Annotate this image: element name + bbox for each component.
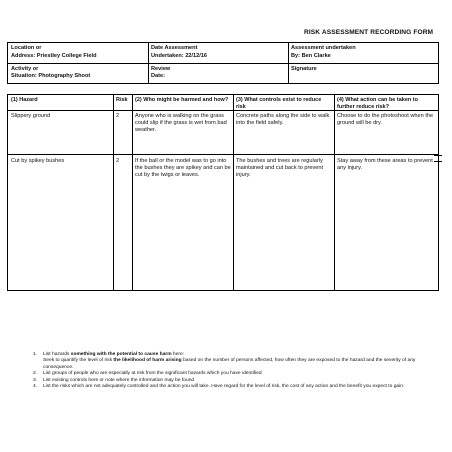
note-text: List existing controls here or note where the information may be found	[43, 377, 195, 383]
row-divider	[8, 154, 438, 155]
location-label: Location or	[11, 45, 42, 51]
undertaken-date-field: Undertaken: 22/12/16	[151, 52, 207, 59]
who-cell: Anyone who is walking on the grass could slip if the grass is wet from bad weather.	[135, 113, 227, 134]
note-text: List the risks which are not adequately controlled and the action you will take. Have regard for the level of risk, the cost of any action and the benefit you expect to gain.	[43, 384, 405, 390]
assessor-field: By: Ben Clarke	[291, 52, 331, 59]
controls-cell: Concrete paths along the side to walk into the field safely.	[236, 113, 330, 127]
column-divider	[233, 95, 234, 290]
address-field: Address: Priestley College Field	[11, 52, 97, 59]
signature-field: Signature	[291, 65, 317, 72]
note-number: 3.	[33, 377, 38, 383]
note-item	[33, 384, 433, 390]
date-assessment-label: Date Assessment	[151, 45, 198, 51]
review-label: Review	[151, 65, 171, 72]
action-cell: Choose to do the photoshoot when the ground will be dry.	[337, 113, 434, 127]
note-number: 2.	[33, 371, 38, 377]
situation-field: Situation: Photography Shoot	[11, 73, 91, 79]
column-header-risk: Risk	[116, 97, 128, 103]
action-cell: Stay away from these areas to prevent any injury.	[337, 158, 433, 172]
hazard-cell: Cut by spikey bushes	[11, 158, 65, 164]
form-title: RISK ASSESSMENT RECORDING FORM	[304, 29, 434, 36]
assessment-undertaken-label: Assessment undertaken	[291, 45, 356, 51]
column-header-who: (2) Who might be harmed and how?	[135, 97, 229, 103]
note-emphasis: the likelihood of harm arising	[113, 358, 182, 364]
column-header-controls: (3) What controls exist to reduce risk	[236, 97, 322, 110]
margin-mark	[434, 155, 442, 162]
activity-label: Activity or	[11, 65, 39, 72]
note-number: 1.	[33, 352, 38, 357]
risk-cell: 2	[116, 113, 120, 119]
note-emphasis: something with the potential to cause harm	[70, 352, 172, 357]
note-item	[33, 352, 433, 371]
column-header-action: (4) What action can be taken to further reduce risk?	[337, 97, 418, 110]
guidance-notes	[33, 352, 433, 390]
risk-cell: 2	[116, 158, 120, 164]
column-divider	[334, 95, 335, 290]
risk-table	[7, 94, 439, 291]
note-text: Seek to quantify the level of risk	[43, 358, 114, 364]
who-cell: If the ball or the model was to go into the bushes they are spikey and can be cut by the twigs or leaves.	[135, 158, 231, 179]
divider	[8, 63, 438, 64]
column-divider	[113, 95, 114, 290]
column-header-hazard: (1) Hazard	[11, 97, 38, 103]
note-text: List groups of people who are especially at risk from the significant hazards which you have identified	[43, 371, 262, 377]
note-subtext	[43, 358, 433, 371]
column-divider	[132, 95, 133, 290]
review-date-field: Date:	[151, 73, 165, 79]
controls-cell: The bushes and trees are regularly maintained and cut back to prevent injury.	[236, 158, 324, 179]
note-number: 4.	[33, 384, 38, 390]
hazard-cell: Slippery ground	[11, 113, 51, 119]
note-text: based on the number of persons affected, how often they are exposed to the hazard and the severity of any consequence.	[43, 358, 416, 370]
note-text: here:	[171, 352, 185, 357]
note-text: List hazards	[43, 352, 71, 357]
assessment-header	[7, 42, 439, 84]
